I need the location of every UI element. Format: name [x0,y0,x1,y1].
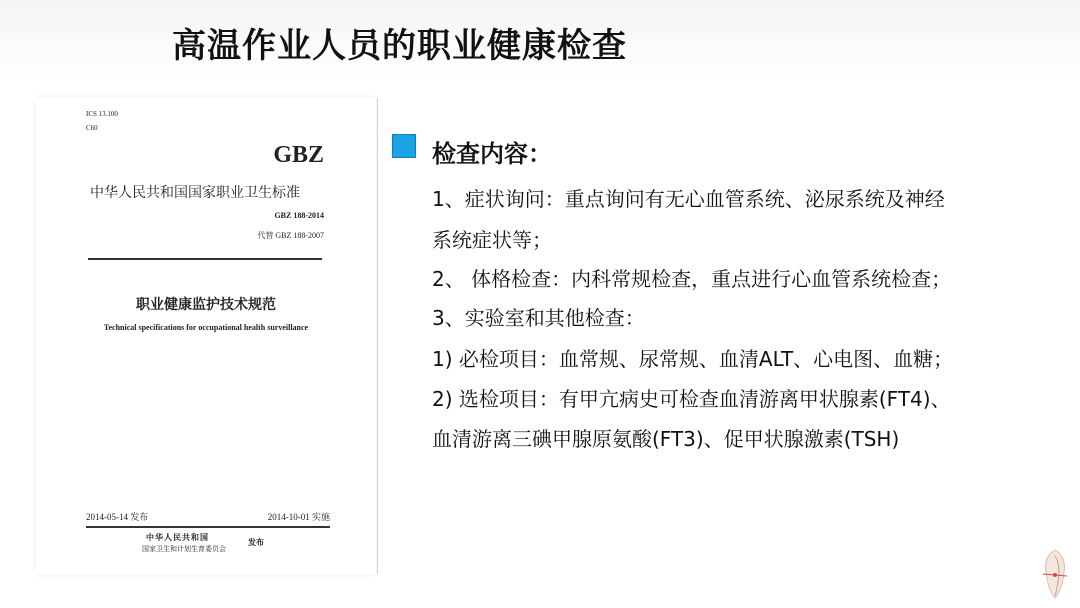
content-line: 1) 必检项目：血常规、尿常规、血清ALT、心电图、血糖； [432,347,954,371]
ics-code: ICS 13.100 [86,110,118,118]
standard-code: GBZ [273,142,324,168]
cover-title-en: Technical specifications for occupational health surveillance [103,323,309,332]
issuer-line-1: 中华人民共和国 [146,533,209,542]
square-bullet-icon [392,134,416,158]
standard-cover-image [36,98,376,574]
content-line: 2) 选检项目：有甲亢病史可检查血清游离甲状腺素(FT4)、 [432,387,951,411]
content-line: 1、症状询问：重点询问有无心血管系统、泌尿系统及神经 [432,187,945,211]
cover-edge [377,98,378,574]
class-code: C60 [86,124,98,132]
slide-title: 高温作业人员的职业健康检查 [172,26,627,66]
issue-date: 2014-05-14 发布 [86,512,149,522]
cover-title-cn: 职业健康监护技术规范 [136,298,276,313]
issuer-line-2: 国家卫生和计划生育委员会 [142,545,226,553]
publish-label: 发布 [248,538,264,547]
replaces-standard: 代替 GBZ 188-2007 [257,231,324,240]
content-heading: 检查内容： [432,140,552,168]
standard-type: 中华人民共和国国家职业卫生标准 [90,186,300,201]
content-line: 系统症状等； [432,228,552,252]
cover-bottom-rule [86,526,330,528]
cover-rule [88,258,322,260]
content-line: 3、实验室和其他检查： [432,306,645,330]
content-line: 2、 体格检查：内科常规检查，重点进行心血管系统检查； [432,267,952,291]
standard-number: GBZ 188-2014 [274,211,324,220]
effective-date: 2014-10-01 实施 [267,512,330,522]
content-line: 血清游离三碘甲腺原氨酸(FT3)、促甲状腺激素(TSH) [432,427,900,451]
corner-logo-icon [1040,548,1070,600]
